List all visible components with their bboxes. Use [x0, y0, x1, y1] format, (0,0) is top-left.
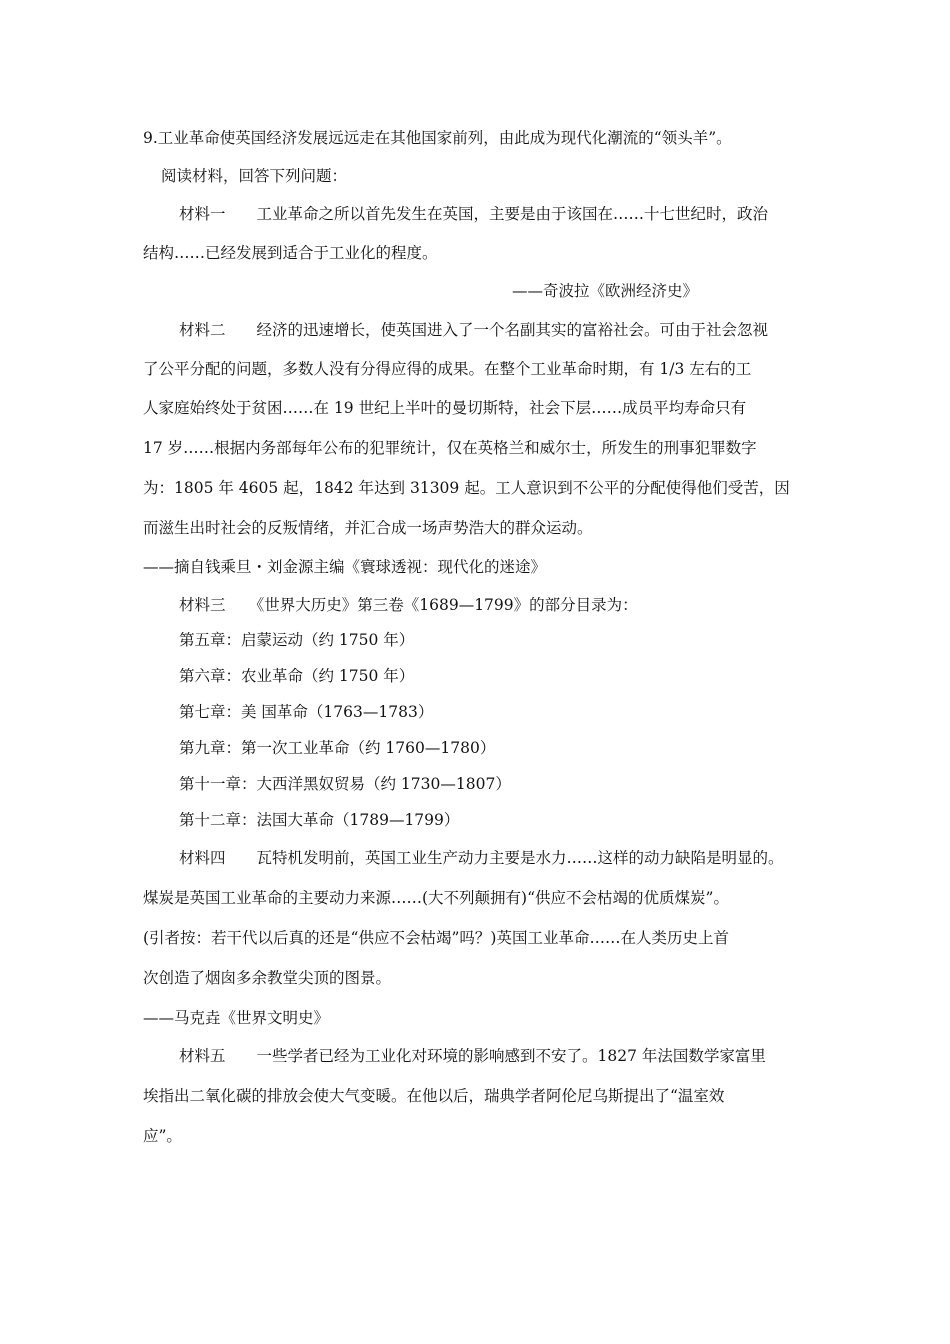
material1-line2: 结构……已经发展到适合于工业化的程度。 — [143, 244, 438, 262]
material3-chapter: 第十一章：大西洋黑奴贸易（约 1730—1807） — [179, 775, 511, 793]
material4-line4: 次创造了烟囱多余教堂尖顶的图景。 — [143, 969, 392, 987]
material2-source: ——摘自钱乘旦・刘金源主编《寰球透视：现代化的迷途》 — [143, 558, 547, 576]
material2-line5: 为：1805 年 4605 起，1842 年达到 31309 起。工人意识到不公平的分配使得他们受苦，因 — [143, 479, 790, 497]
question-instruction: 阅读材料，回答下列问题： — [161, 167, 348, 185]
material2-line6: 而滋生出时社会的反叛情绪，并汇合成一场声势浩大的群众运动。 — [143, 519, 593, 537]
material3-chapter: 第五章：启蒙运动（约 1750 年） — [179, 631, 415, 649]
material3-chapter: 第七章：美 国革命（1763—1783） — [179, 703, 434, 721]
material3-intro: 材料三 《世界大历史》第三卷《1689—1799》的部分目录为： — [179, 596, 638, 614]
material1-source: ——奇波拉《欧洲经济史》 — [512, 282, 699, 300]
material3-chapter: 第九章：第一次工业革命（约 1760—1780） — [179, 739, 496, 757]
material2-line1: 材料二 经济的迅速增长，使英国进入了一个名副其实的富裕社会。可由于社会忽视 — [179, 321, 769, 339]
material4-source: ——马克垚《世界文明史》 — [143, 1009, 330, 1027]
material3-chapter: 第六章：农业革命（约 1750 年） — [179, 667, 415, 685]
material4-line3: (引者按：若干代以后真的还是“供应不会枯竭”吗？)英国工业革命……在人类历史上首 — [143, 929, 729, 947]
material4-line2: 煤炭是英国工业革命的主要动力来源……(大不列颠拥有)“供应不会枯竭的优质煤炭”。 — [143, 889, 729, 907]
material5-line1: 材料五 一些学者已经为工业化对环境的影响感到不安了。1827 年法国数学家富里 — [179, 1047, 766, 1065]
material2-line4: 17 岁……根据内务部每年公布的犯罪统计，仅在英格兰和威尔士，所发生的刑事犯罪数字 — [143, 439, 757, 457]
material3-chapter: 第十二章：法国大革命（1789—1799） — [179, 811, 460, 829]
material5-line2: 埃指出二氧化碳的排放会使大气变暖。在他以后，瑞典学者阿伦尼乌斯提出了“温室效 — [143, 1087, 725, 1105]
material5-line3: 应”。 — [143, 1127, 182, 1145]
material2-line2: 了公平分配的问题，多数人没有分得应得的成果。在整个工业革命时期，有 1/3 左右的工 — [143, 360, 752, 378]
material1-line1: 材料一 工业革命之所以首先发生在英国，主要是由于该国在……十七世纪时，政治 — [179, 205, 769, 223]
material2-line3: 人家庭始终处于贫困……在 19 世纪上半叶的曼切斯特，社会下层……成员平均寿命只有 — [143, 399, 747, 417]
question-stem: 9.工业革命使英国经济发展远远走在其他国家前列，由此成为现代化潮流的“领头羊”。 — [143, 129, 732, 147]
material4-line1: 材料四 瓦特机发明前，英国工业生产动力主要是水力……这样的动力缺陷是明显的。 — [179, 849, 784, 867]
